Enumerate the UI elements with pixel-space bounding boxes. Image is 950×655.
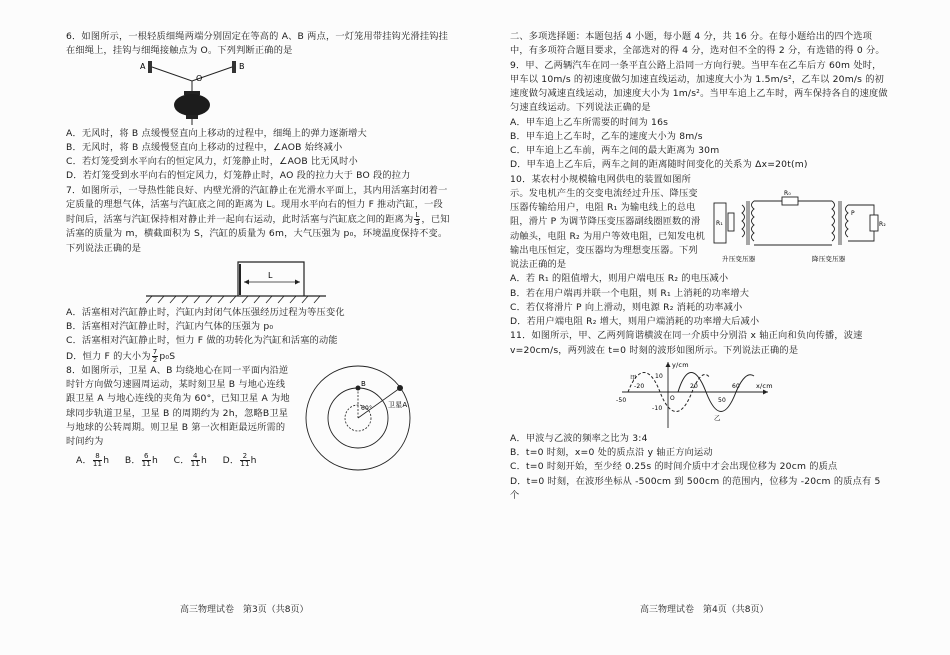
satellite-b [356,385,361,390]
tick-neg20: -20 [634,382,645,390]
q11-option-a: A．甲波与乙波的频率之比为 3:4 [510,432,648,444]
satellite-a [397,385,403,391]
q8-option-d: D． $\frac{2}{11}$ h [222,452,257,469]
question-10-stem: 10．某农村小规模输电网供电的装置如图所示。发电机产生的交变电流经过升压、降压变压器传输给用户，电阻 R₁ 为输电线上的总电阻，滑片 P 为调节降压变压器副线圈匝数的滑动触头，电阻 R₂ 为用户等效电阻，已知发电机输出电压恒定，变压器均为理想变压器。下列说法正确的是 [510,173,706,270]
label-r2: R₂ [879,220,886,228]
question-8-stem: 8．如图所示，卫星 A、B 均绕地心在同一平面内沿逆时针方向做匀速圆周运动，某时刻卫星 B 与地心连线跟卫星 A 与地心连线的夹角为 60°，已知卫星 A 为地球同步轨道卫星，卫星 B 的周期约为 2h，忽略B卫星与地球的公转周期。则卫星 B 第一次相距最远所需的时间约为 [66,364,290,447]
label-step-up: 升压变压器 [722,254,756,263]
lantern-figure [66,59,452,127]
q7-option-d-text: D．恒力 F 的大小为 [66,350,151,362]
resistor-r0 [782,197,798,205]
q7-d-frac-num: 7 [152,347,158,356]
q6-option-a: A．无风时，将 B 点缓慢竖直向上移动的过程中，细绳上的弹力逐渐增大 [66,127,367,139]
question-6 [66,30,452,184]
label-p: P [851,209,855,217]
section-header: 二、多项选择题：本题包括 4 小题，每小题 4 分，共 16 分。在每小题给出的四个选项中，有多项符合题目要求，全部选对的得 4 分，选对但不全的得 2 分，有选错的得 0 分。 [510,31,885,57]
question-7-stem [66,184,452,256]
axis-x-label: x/cm [756,381,773,390]
q9-option-b: B．甲车追上乙车时，乙车的速度大小为 8m/s [510,130,703,142]
q7-fraction [414,212,420,227]
q7-option-c: C．活塞相对汽缸静止时，恒力 F 做的功转化为汽缸和活塞的动能 [66,335,338,347]
q10-option-b: B．若在用户端再并联一个电阻，则 R₁ 上消耗的功率增大 [510,287,750,299]
q7-d-tail: p₀S [159,350,176,362]
question-9-stem: 9．甲、乙两辆汽车在同一条平直公路上沿同一方向行驶。当甲车在乙车后方 60m 处时，甲车以 10m/s 的初速度做匀加速直线运动，加速度大小为 1.5m/s²，乙车以 20m/s 的初速度做匀减速直线运动，加速度大小为 1m/s²。当甲车追上乙车时，两车保持各自的速度做匀速直线运动。下列说法正确的是 [510,59,888,114]
step-up-secondary [752,201,755,241]
q8-option-b: B． $\frac{6}{11}$ h [124,452,159,469]
q7-d-frac-den: 2 [152,355,158,364]
ground-hatch [146,296,320,303]
label-jia: 甲 [630,373,637,382]
cylinder-figure [66,256,452,306]
question-11 [510,329,890,503]
q10-option-d: D．若用户端电阻 R₂ 增大，则用户端消耗的功率增大后减小 [510,316,760,327]
origin-label: O [670,394,675,402]
q7-frac-den: 3 [415,219,420,227]
q7-stem-part2: ，已知活塞的质量为 m，横截面积为 S，汽缸的质量为 6m，大气压强为 p₀，环境温度保持不变。下列说法正确的是 [66,214,450,254]
right-page-footer: 高三物理试卷 第4页（共8页） [640,605,769,615]
label-satellite-a: 卫星A [388,400,408,409]
step-down-primary [832,201,835,241]
lantern-bottom [186,115,198,119]
question-9 [510,59,890,173]
q9-option-c: C．甲车追上乙车前，两车之间的最大距离为 30m [510,145,720,156]
tick-60: 60 [732,382,741,390]
support-b [232,61,236,73]
label-a: A [140,61,146,71]
question-8 [66,364,452,469]
rope [152,67,232,81]
arrow-right-head [295,279,300,284]
q10-option-c: C．若仅将滑片 P 向上滑动，则电源 R₂ 消耗的功率减小 [510,301,743,313]
q11-option-b: B．t=0 时刻，x=0 处的质点沿 y 轴正方向运动 [510,447,713,458]
label-r1: R₁ [716,219,723,227]
label-b: B [239,61,245,71]
q7-option-a: A．活塞相对汽缸静止时，汽缸内封闭气体压强经历过程为等压变化 [66,306,345,318]
label-l: L [268,270,273,280]
tick-neg10: -10 [652,404,663,412]
q8-option-a: A． $\frac{8}{11}$ h [76,452,110,469]
label-r0: R₀ [784,189,791,197]
arrow-left-head [244,279,249,284]
q10-option-a: A．若 R₁ 的阻值增大，则用户端电压 R₂ 的电压减小 [510,273,729,285]
q6-option-d: D．若灯笼受到水平向右的恒定风力，灯笼静止时，AO 段的拉力大于 BO 段的拉力 [66,170,411,182]
left-page-footer: 高三物理试卷 第3页（共8页） [180,605,309,615]
tick-20: 20 [690,382,699,390]
step-up-primary [742,205,745,237]
q7-d-fraction [152,349,159,364]
q6-option-c: C．若灯笼受到水平向右的恒定风力，灯笼静止时，∠AOB 比无风时小 [66,156,358,167]
label-yi: 乙 [714,413,721,422]
q11-option-d: D．t=0 时刻，在波形坐标从 -500cm 到 500cm 的范围内，位移为 -20cm 的质点有 5 个 [510,475,881,501]
right-column [510,30,890,503]
x-axis-arrow [763,389,768,394]
q6-option-b: B．无风时，将 B 点缓慢竖直向上移动的过程中，∠AOB 始终减小 [66,141,343,153]
q7-frac-num: L [415,211,420,219]
question-6-stem: 6．如图所示，一根轻质细绳两端分别固定在等高的 A、B 两点，一灯笼用带挂钩光滑挂钩挂在细绳上，挂钩与细绳接触点为 O。下列判断正确的是 [66,31,448,57]
lantern-body [174,94,210,116]
tick-50: 50 [718,396,727,404]
support-a [148,61,152,73]
label-satellite-b: B [361,379,367,388]
label-step-down: 降压变压器 [812,254,846,263]
q9-option-d: D．甲车追上乙车后，两车之间的距离随时间变化的关系为 Δx=20t(m) [510,159,808,171]
resistor-r2 [870,215,878,231]
q8-option-c: C． $\frac{4}{11}$ h [173,452,208,469]
step-down-secondary [846,205,849,237]
tick-neg50: -50 [616,396,627,404]
y-axis-arrow [666,362,671,367]
transmission-circuit [712,189,888,273]
resistor-r1 [728,213,734,231]
q7-stem-part1: 7．如图所示，一导热性能良好、内壁光滑的汽缸静止在光滑水平面上，其内用活塞封闭着一定质量的理想气体，活塞与汽缸底之间的距离为 L。现用水平向右的恒力 F 推动汽缸，一段时间后，活塞与汽缸保持相对静止并一起向右运动，此时活塞与汽缸底之间的距离为 [66,184,448,225]
label-angle: 60° [361,404,373,412]
question-11-stem: 11．如图所示，甲、乙两列简谐横波在同一介质中分别沿 x 轴正向和负向传播，波速 v=20cm/s，两列波在 t=0 时刻的波形如图所示。下列说法正确的是 [510,330,863,356]
question-10 [510,173,890,330]
satellite-figure [302,360,422,478]
tick-10: 10 [655,372,664,380]
label-o: O [196,73,203,83]
left-column [66,30,452,469]
q7-option-b: B．活塞相对汽缸静止时，汽缸内气体的压强为 p₀ [66,321,274,332]
q9-option-a: A．甲车追上乙车所需要的时间为 16s [510,116,669,128]
axis-y-label: y/cm [672,360,689,369]
wave-figure [510,358,890,432]
q11-option-c: C．t=0 时刻开始，至少经 0.25s 的时间介质中才会出现位移为 20cm 的质点 [510,461,838,473]
question-7 [66,184,452,364]
